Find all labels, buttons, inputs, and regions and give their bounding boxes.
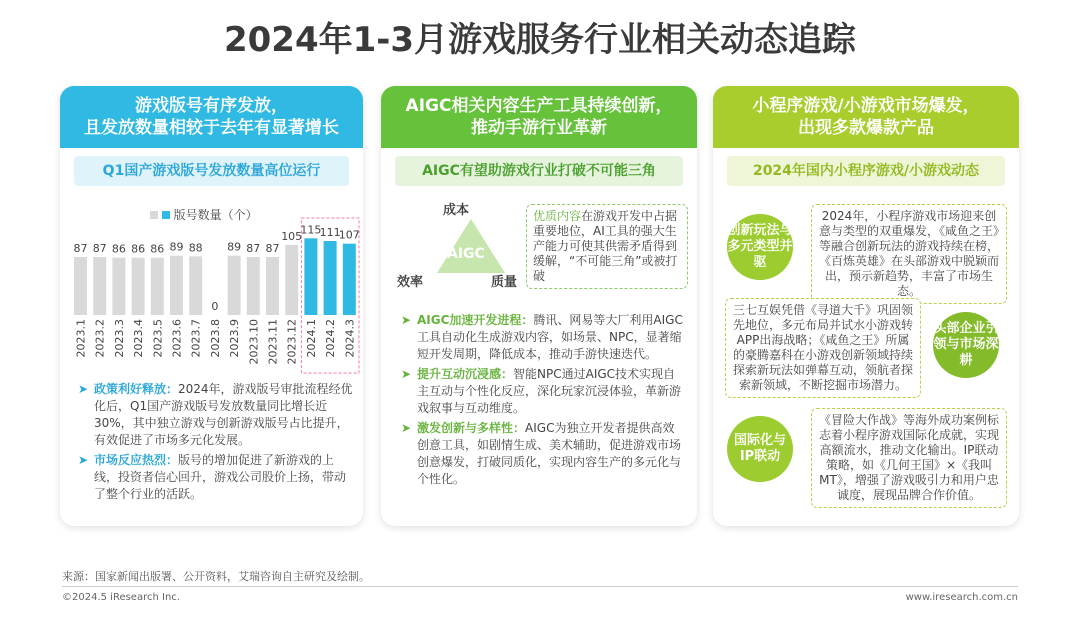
card-header xyxy=(381,86,697,148)
value-label-2023.1: 87 xyxy=(73,242,88,255)
value-label-2024.1: 115 xyxy=(300,223,322,237)
bar-2023.4 xyxy=(132,258,145,315)
bullet-accelerate xyxy=(401,312,686,363)
note-text: 在游戏开发中占据重要地位，AI工具的强大生产能力可使其供需矛盾得到缓解，“不可能三角”或被打破 xyxy=(533,209,678,283)
innovation-text: 2024年，小程序游戏市场迎来创意与类型的双重爆发，《咸鱼之王》等融合创新玩法的游戏持续在榜，《百炼英雄》在头部游戏中脱颖而出，预示新趋势，丰富了市场生态。 xyxy=(811,204,1007,304)
value-label-2023.8: 0 xyxy=(211,300,219,313)
card-title-line1: 游戏版号有序发放， xyxy=(135,96,288,116)
bar-2023.11 xyxy=(266,257,279,315)
category-label-2023.6: 2023.6 xyxy=(170,319,184,358)
value-label-2023.6: 89 xyxy=(169,240,184,254)
card-subtitle: 2024年国内小程序游戏/小游戏动态 xyxy=(727,156,1005,186)
bullet-keyword: 政策利好释放： xyxy=(94,382,179,396)
bar-2023.7 xyxy=(189,256,202,315)
bar-2024.1 xyxy=(304,238,317,315)
bullet-text: 2024年，游戏版号审批流程经优化后，Q1国产游戏版号发放数量同比增长近30%，其中独立游戏与创新游戏版号占比提升，有效促进了市场多元化发展。 xyxy=(94,382,353,447)
bullet-text: 版号的增加促进了新游戏的上线，投资者信心回升，游戏公司股价上扬，带动了整个行业的活跃。 xyxy=(94,453,347,501)
bullet-policy xyxy=(78,381,353,449)
card-title-line2: 推动手游行业革新 xyxy=(471,118,607,138)
arrow-icon: ➤ xyxy=(401,313,412,327)
card-subtitle: Q1国产游戏版号发放数量高位运行 xyxy=(74,156,349,186)
value-label-2023.11: 87 xyxy=(265,242,280,255)
category-label-2023.2: 2023.2 xyxy=(93,319,107,358)
circle-innovation: 创新玩法与多元类型并驱 xyxy=(727,214,793,280)
value-label-2023.3: 86 xyxy=(111,242,126,256)
value-label-2023.4: 86 xyxy=(131,242,146,256)
category-label-2023.7: 2023.7 xyxy=(189,319,203,358)
triangle-right-label: 质量 xyxy=(491,275,518,290)
bullet-keyword: AIGC加速开发进程： xyxy=(417,313,534,327)
note-highlight: 优质内容 xyxy=(533,209,582,223)
page-title: 2024年1-3月游戏服务行业相关动态追踪 xyxy=(223,20,857,60)
arrow-icon: ➤ xyxy=(78,382,89,396)
bullet-immersion xyxy=(401,366,686,417)
category-label-2023.12: 2023.12 xyxy=(285,319,299,365)
arrow-icon: ➤ xyxy=(401,367,412,381)
value-label-2024.2: 111 xyxy=(319,226,341,239)
category-label-2024.2: 2024.2 xyxy=(324,319,338,358)
triangle-center-label: AIGC xyxy=(447,246,485,262)
bullet-keyword: 市场反应热烈： xyxy=(94,453,179,467)
bullet-text: AIGC为独立开发者提供高效创意工具，如剧情生成、美术辅助，促进游戏市场创意爆发，打破同质化，实现内容生产的多元化与个性化。 xyxy=(417,421,682,486)
category-label-2023.4: 2023.4 xyxy=(132,319,146,358)
category-label-2023.3: 2023.3 xyxy=(112,319,126,358)
card-title-line1: 小程序游戏/小游戏市场爆发， xyxy=(752,96,980,116)
arrow-icon: ➤ xyxy=(401,421,412,435)
value-label-2023.12: 105 xyxy=(281,230,303,243)
category-label-2023.8: 2023.8 xyxy=(208,319,222,358)
value-label-2023.5: 86 xyxy=(150,242,165,256)
bar-2023.5 xyxy=(151,258,164,315)
value-label-2024.3: 107 xyxy=(338,228,360,242)
value-label-2023.10: 87 xyxy=(246,242,261,255)
bar-2023.10 xyxy=(247,257,260,315)
value-label-2023.9: 89 xyxy=(227,240,242,254)
triangle-top-label: 成本 xyxy=(443,203,470,218)
card-title-line2: 出现多款爆款产品 xyxy=(798,118,934,138)
footer-divider xyxy=(62,586,1018,587)
card-game-license xyxy=(60,86,363,526)
source-note: 来源：国家新闻出版署、公开资料，艾瑞咨询自主研究及绘制。 xyxy=(62,570,370,583)
bar-2023.6 xyxy=(170,256,183,315)
bullet-text: 智能NPC通过AIGC技术实现自主互动与个性化反应，深化玩家沉浸体验，革新游戏叙事与互动维度。 xyxy=(417,367,682,415)
bullet-innovation xyxy=(401,420,686,488)
bullet-text: 腾讯、网易等大厂利用AIGC工具自动化生成游戏内容，如场景、NPC，显著缩短开发周期，降低成本，推动手游快速迭代。 xyxy=(417,313,683,361)
copyright: ©2024.5 iResearch Inc. xyxy=(62,592,180,603)
category-label-2023.11: 2023.11 xyxy=(266,319,280,365)
card-aigc xyxy=(381,86,697,526)
license-bar-chart xyxy=(60,216,363,376)
value-label-2023.2: 87 xyxy=(92,242,107,255)
category-label-2023.9: 2023.9 xyxy=(228,319,242,358)
legend-label: 版号数量（个） xyxy=(173,208,258,222)
bullet-keyword: 激发创新与多样性： xyxy=(417,421,526,435)
bar-2023.3 xyxy=(112,258,125,315)
circle-leaders: 头部企业引领与市场深耕 xyxy=(933,312,999,378)
bar-2023.2 xyxy=(93,257,106,315)
leaders-text: 三七互娱凭借《寻道大千》巩固领先地位，多元布局并试水小游戏转APP出海战略；《咸鱼之王》所属的豪腾嘉科在小游戏创新领域持续探索新玩法如弹幕互动，领航者探索新领域，不断挖掘市场潜力。 xyxy=(725,298,921,398)
value-label-2023.7: 88 xyxy=(188,241,203,255)
bar-2024.2 xyxy=(324,241,337,315)
card-header xyxy=(713,86,1019,148)
bar-2023.12 xyxy=(285,245,298,315)
bullet-market xyxy=(78,452,353,503)
category-label-2023.10: 2023.10 xyxy=(247,319,261,365)
category-label-2023.5: 2023.5 xyxy=(151,319,165,358)
international-text: 《冒险大作战》等海外成功案例标志着小程序游戏国际化成就，实现高额流水，推动文化输出。IP联动策略，如《几何王国》×《我叫MT》，增强了游戏吸引力和用户忠诚度，展现品牌合作价值。 xyxy=(811,408,1007,508)
bar-2023.1 xyxy=(74,257,87,315)
category-label-2023.1: 2023.1 xyxy=(74,319,88,358)
card2-bullets xyxy=(401,312,686,491)
arrow-icon: ➤ xyxy=(78,453,89,467)
category-label-2024.3: 2024.3 xyxy=(343,319,357,358)
card-header xyxy=(60,86,363,148)
triangle-left-label: 效率 xyxy=(397,275,424,290)
circle-international: 国际化与IP联动 xyxy=(727,416,793,482)
category-label-2024.1: 2024.1 xyxy=(304,319,318,358)
card-title-line2: 且发放数量相较于去年有显著增长 xyxy=(84,118,339,138)
card-title-line1: AIGC相关内容生产工具持续创新， xyxy=(405,96,673,116)
website-link[interactable]: www.iresearch.com.cn xyxy=(905,592,1018,603)
card-subtitle: AIGC有望助游戏行业打破不可能三角 xyxy=(395,156,683,186)
triangle-note xyxy=(526,204,688,289)
bullet-keyword: 提升互动沉浸感： xyxy=(417,367,514,381)
card-mini-games xyxy=(713,86,1019,526)
bar-2024.3 xyxy=(343,244,356,315)
card1-bullets xyxy=(78,381,353,506)
bar-2023.9 xyxy=(228,256,241,315)
